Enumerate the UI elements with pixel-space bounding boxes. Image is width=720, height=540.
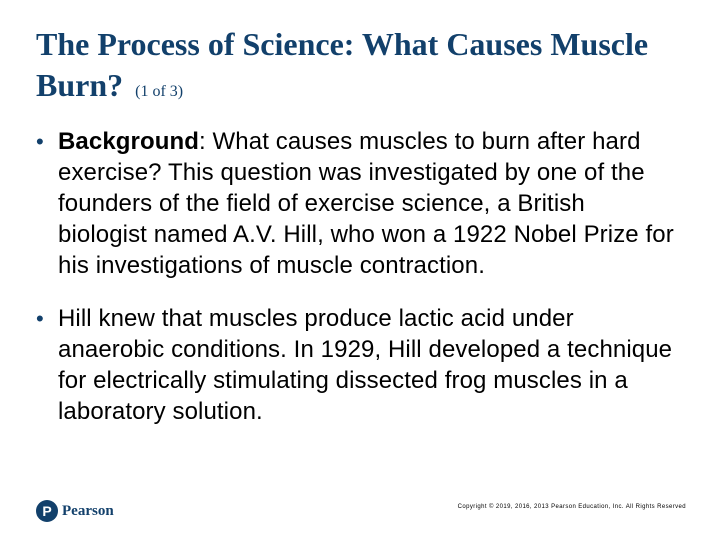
slide-title-main: The Process of Science: What Causes Muscle Burn? xyxy=(36,26,649,103)
bullet-marker: • xyxy=(36,129,44,154)
bullet-list xyxy=(36,126,676,427)
bullet-text: : What causes muscles to burn after hard exercise? This question was investigated by one of the founders of the field of exercise science, a British biologist named A.V. Hill, who won a 1922 Nobel Prize for his investigations of muscle contraction. xyxy=(58,128,674,279)
slide-title-page-indicator: (1 of 3) xyxy=(135,83,184,100)
copyright-notice: Copyright © 2019, 2016, 2013 Pearson Education, Inc. All Rights Reserved xyxy=(457,504,686,510)
pearson-logo xyxy=(36,500,114,522)
bullet-item-background xyxy=(36,126,676,281)
pearson-logo-text: Pearson xyxy=(62,502,114,519)
bullet-item-hill xyxy=(36,303,676,427)
bullet-text: Hill knew that muscles produce lactic acid under anaerobic conditions. In 1929, Hill developed a technique for electrically stimulating dissected frog muscles in a laboratory solution. xyxy=(58,305,673,425)
bullet-marker: • xyxy=(36,306,44,331)
bullet-lead-term: Background xyxy=(58,128,200,155)
pearson-logo-icon: P xyxy=(36,500,58,522)
slide-title xyxy=(36,24,676,112)
